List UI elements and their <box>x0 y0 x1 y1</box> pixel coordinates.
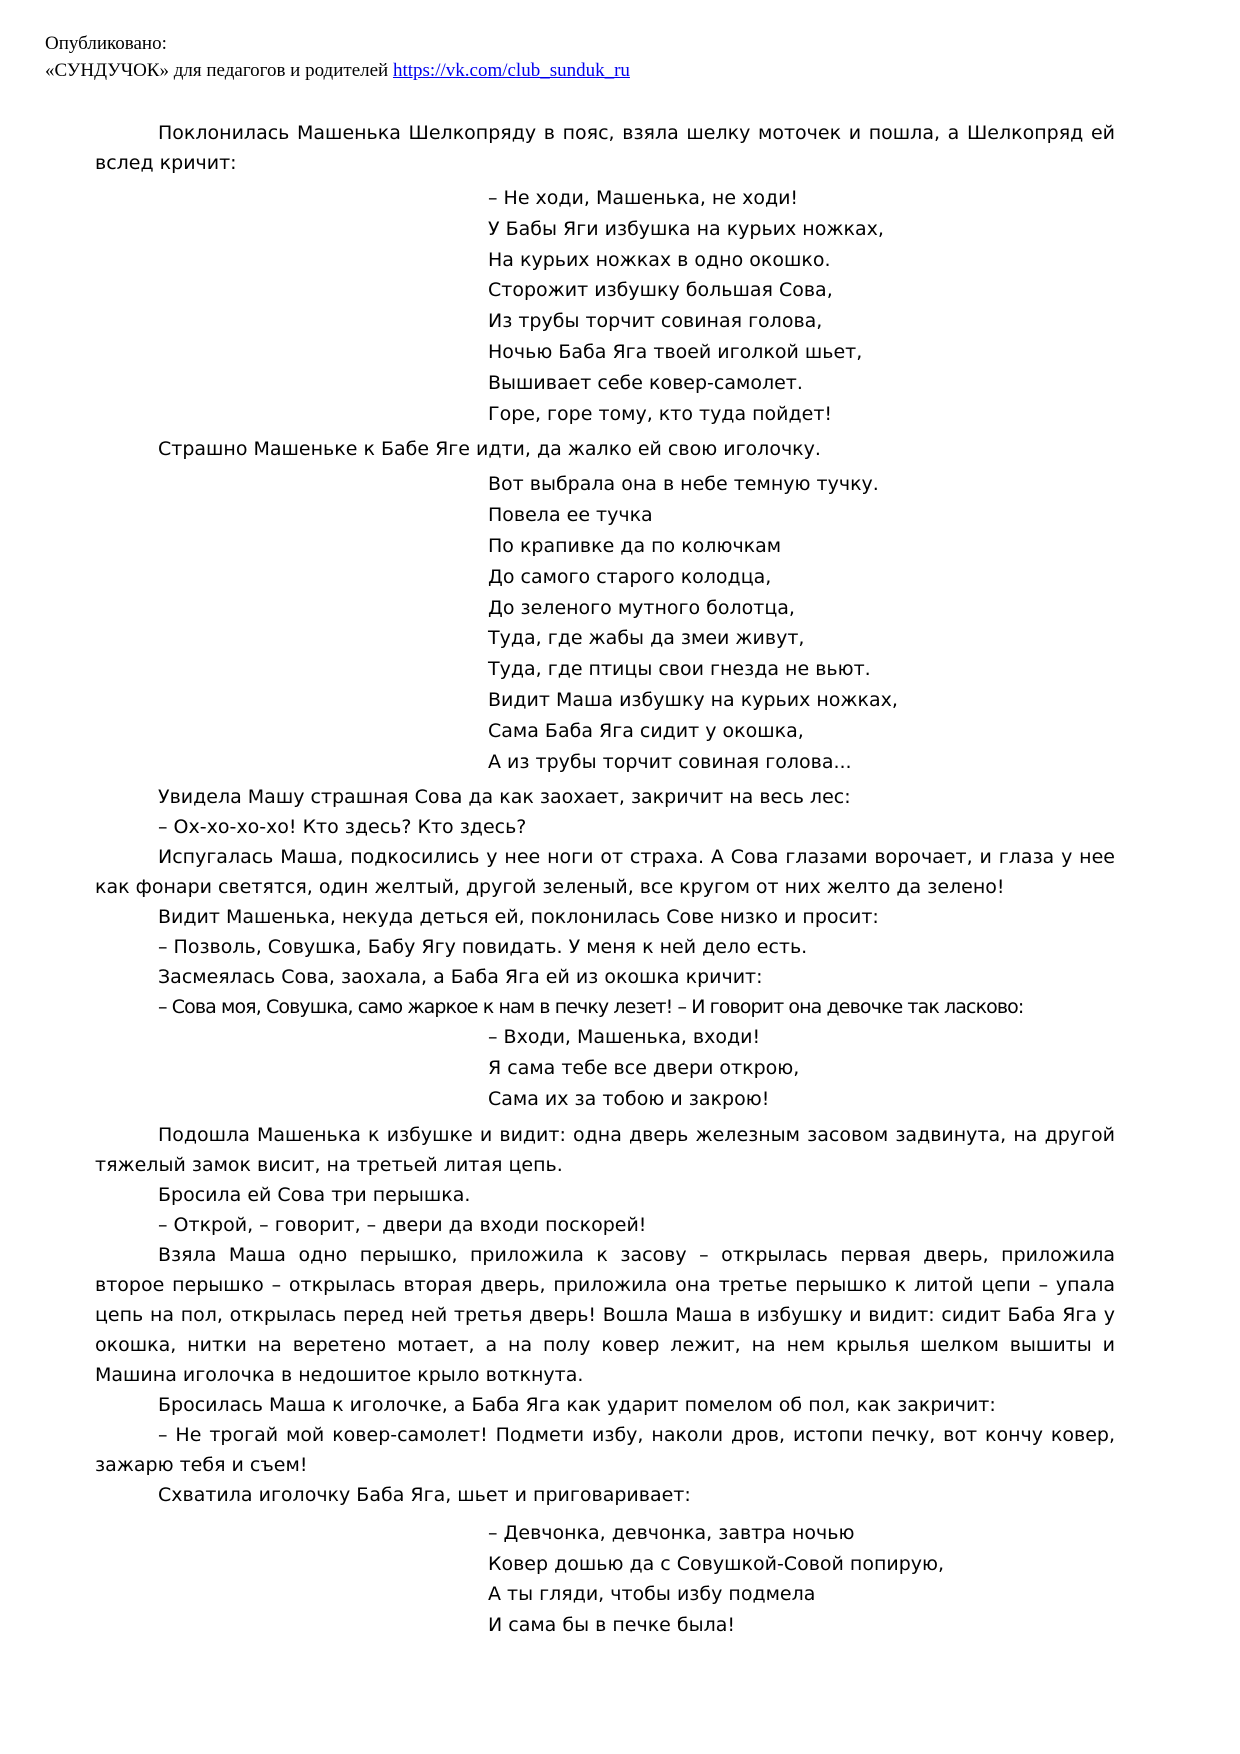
paragraph: Бросила ей Сова три перышка. <box>158 1183 471 1206</box>
publisher-text: «СУНДУЧОК» для педагогов и родителей <box>45 60 393 81</box>
vk-club-link[interactable]: https://vk.com/club_sunduk_ru <box>392 60 630 81</box>
verse-line: Повела ее тучка <box>488 504 653 527</box>
paragraph: Взяла Маша одно перышко, приложила к засову – открылась первая дверь, приложила второе перышко – открылась вторая дверь, приложила она третье перышко к литой цепи – упала цепь на пол, открылась перед ней третья дверь! Вошла Маша в избушку и видит: сидит Баба Яга у окошка, нитки на веретено мотает, а на полу ковер лежит, на нем крылья шелком вышиты и Машина иголочка в недошитое крыло воткнута. <box>95 1243 1115 1386</box>
verse-line: Ночью Баба Яга твоей иголкой шьет, <box>488 340 863 363</box>
verse-line: У Бабы Яги избушка на курьих ножках, <box>488 217 884 240</box>
verse-line: До самого старого колодца, <box>488 565 772 588</box>
paragraph: Засмеялась Сова, заохала, а Баба Яга ей из окошка кричит: <box>158 966 763 989</box>
verse-line: Видит Маша избушку на курьих ножках, <box>488 688 898 711</box>
verse-line: Вышивает себе ковер-самолет. <box>488 371 803 394</box>
publication-header <box>45 30 630 84</box>
story-text <box>95 118 1115 1641</box>
verse-line: Я сама тебе все двери открою, <box>488 1057 800 1080</box>
paragraph: Схватила иголочку Баба Яга, шьет и приговаривает: <box>158 1483 691 1506</box>
paragraph: – Ох-хо-хо-хо! Кто здесь? Кто здесь? <box>158 816 527 839</box>
paragraph: Увидела Машу страшная Сова да как заохает, закричит на весь лес: <box>158 786 851 809</box>
verse-line: Горе, горе тому, кто туда пойдет! <box>488 402 833 425</box>
paragraph: – Позволь, Совушка, Бабу Ягу повидать. У меня к ней дело есть. <box>158 936 808 959</box>
verse-line: Туда, где птицы свои гнезда не вьют. <box>488 658 871 681</box>
verse-line: Сторожит избушку большая Сова, <box>488 279 833 302</box>
published-label: Опубликовано: <box>45 33 167 54</box>
verse-line: На курьих ножках в одно окошко. <box>488 248 831 271</box>
paragraph: Страшно Машеньке к Бабе Яге идти, да жалко ей свою иголочку. <box>158 438 821 461</box>
paragraph: Бросилась Маша к иголочке, а Баба Яга как ударит помелом об пол, как закричит: <box>158 1393 996 1416</box>
verse-line: По крапивке да по колючкам <box>488 534 782 557</box>
verse-block <box>488 469 1115 777</box>
paragraph: Видит Машенька, некуда деться ей, поклонилась Сове низко и просит: <box>158 906 879 929</box>
verse-line: Вот выбрала она в небе темную тучку. <box>488 473 879 496</box>
paragraph: Подошла Машенька к избушке и видит: одна дверь железным засовом задвинута, на другой тяжелый замок висит, на третьей литая цепь. <box>95 1123 1115 1176</box>
verse-line: А из трубы торчит совиная голова... <box>488 750 852 773</box>
verse-line: До зеленого мутного болотца, <box>488 596 795 619</box>
verse-line: И сама бы в печке была! <box>488 1614 736 1637</box>
verse-line: Ковер дошью да с Совушкой-Совой попирую, <box>488 1552 945 1575</box>
verse-line: Сама их за тобою и закрою! <box>488 1087 770 1110</box>
paragraph: – Сова моя, Совушка, само жаркое к нам в печку лезет! – И говорит она девочке так ласково: <box>158 996 1024 1019</box>
verse-block <box>488 1022 1115 1114</box>
paragraph: – Не трогай мой ковер-самолет! Подмети избу, наколи дров, истопи печку, вот кончу ковер, зажарю тебя и съем! <box>95 1423 1115 1476</box>
verse-block <box>488 1518 1115 1641</box>
paragraph: Испугалась Маша, подкосились у нее ноги от страха. А Сова глазами ворочает, и глаза у нее как фонари светятся, один желтый, другой зеленый, все кругом от них желто да зелено! <box>95 846 1115 899</box>
verse-line: Из трубы торчит совиная голова, <box>488 310 823 333</box>
paragraph: – Открой, – говорит, – двери да входи поскорей! <box>158 1213 647 1236</box>
paragraph: Поклонилась Машенька Шелкопряду в пояс, взяла шелку моточек и пошла, а Шелкопряд ей вслед кричит: <box>95 122 1115 174</box>
verse-line: А ты гляди, чтобы избу подмела <box>488 1583 816 1606</box>
verse-line: Туда, где жабы да змеи живут, <box>488 627 805 650</box>
verse-block <box>488 183 1115 429</box>
verse-line: – Не ходи, Машенька, не ходи! <box>488 187 799 209</box>
verse-line: – Входи, Машенька, входи! <box>488 1026 761 1049</box>
verse-line: – Девчонка, девчонка, завтра ночью <box>488 1521 855 1544</box>
verse-line: Сама Баба Яга сидит у окошка, <box>488 719 804 742</box>
publisher-line <box>45 57 630 84</box>
